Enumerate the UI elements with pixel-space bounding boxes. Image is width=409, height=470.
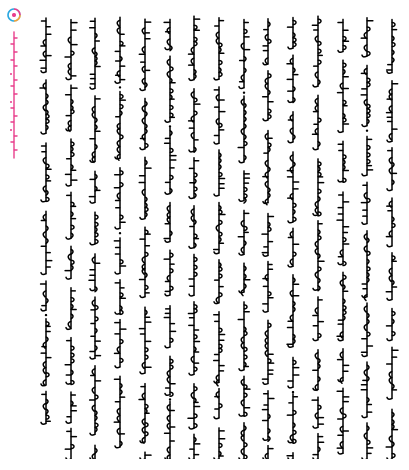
script-glyph-run	[162, 14, 178, 459]
text-column	[384, 14, 400, 459]
text-column	[359, 14, 375, 459]
script-glyph-run	[236, 14, 252, 459]
brand-strip	[6, 8, 22, 168]
script-glyph-run	[335, 14, 351, 459]
script-glyph-run	[137, 14, 153, 459]
text-column	[285, 14, 301, 459]
script-glyph-run	[38, 14, 54, 459]
text-column	[211, 14, 227, 459]
script-glyph-run	[112, 14, 128, 459]
script-glyph-run	[310, 14, 326, 459]
text-column	[260, 14, 276, 459]
script-glyph-run	[260, 14, 276, 459]
text-column	[162, 14, 178, 459]
text-column	[335, 14, 351, 459]
script-glyph-run	[384, 14, 400, 459]
text-column	[87, 14, 103, 459]
script-glyph-run	[186, 14, 202, 459]
script-glyph-run	[359, 14, 375, 459]
text-columns	[38, 14, 400, 459]
script-glyph-run	[285, 14, 301, 459]
circular-logo-icon	[7, 8, 21, 22]
text-column	[137, 14, 153, 459]
script-glyph-run	[63, 14, 79, 459]
text-column	[38, 14, 54, 459]
text-column	[236, 14, 252, 459]
script-glyph-run	[211, 14, 227, 459]
text-column	[112, 14, 128, 459]
text-column	[63, 14, 79, 459]
text-column	[310, 14, 326, 459]
brand-wordmark	[9, 30, 19, 160]
text-column	[186, 14, 202, 459]
script-glyph-run	[87, 14, 103, 459]
